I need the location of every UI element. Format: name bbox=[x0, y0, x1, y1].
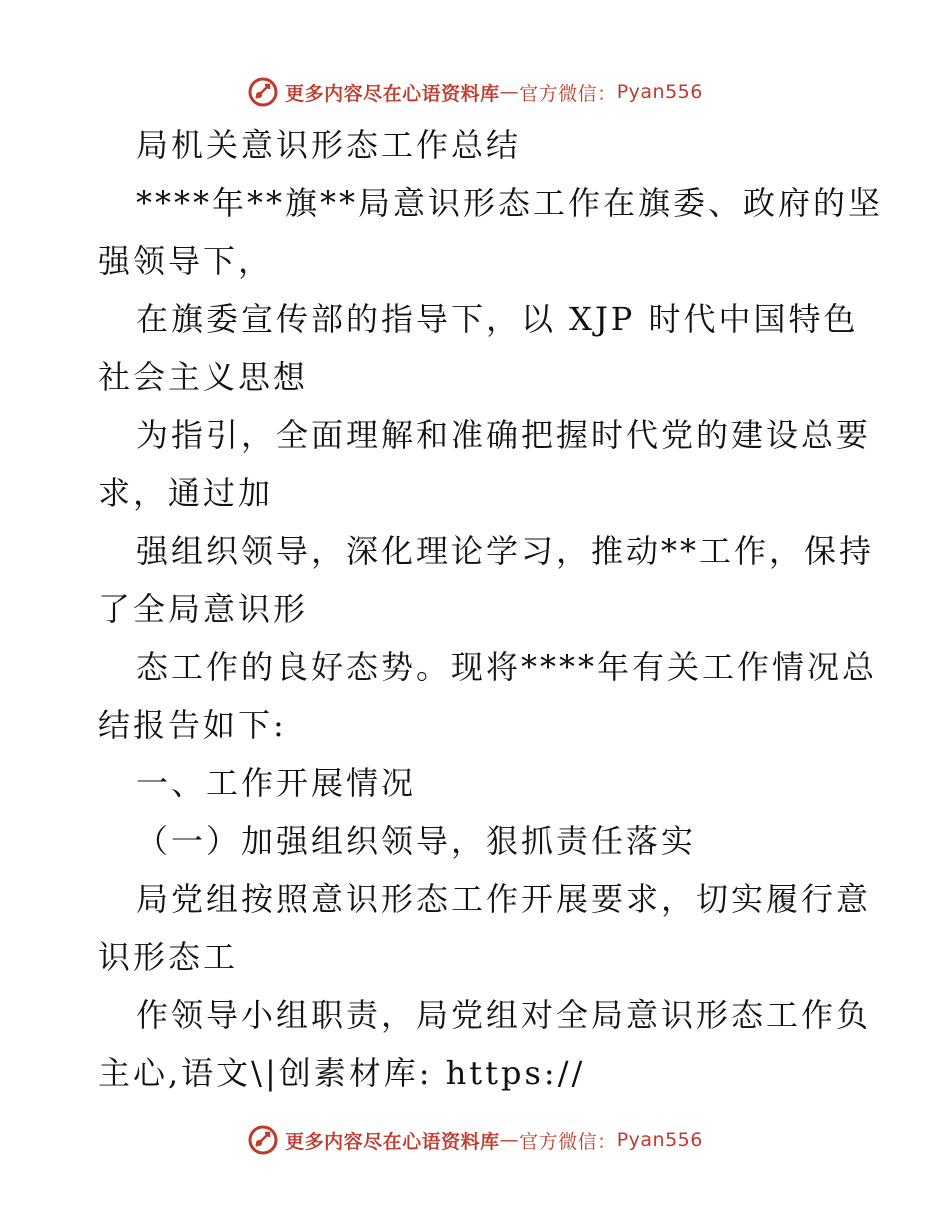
header-watermark-banner bbox=[0, 72, 950, 112]
paragraph-line: 求，通过加 bbox=[98, 474, 274, 512]
footer-watermark-banner bbox=[0, 1120, 950, 1160]
paragraph-line: 强领导下， bbox=[98, 242, 274, 280]
section-heading: 一、工作开展情况 bbox=[136, 764, 417, 802]
paragraph-line: 局党组按照意识形态工作开展要求，切实履行意 bbox=[136, 880, 872, 918]
banner-wechat-id: Pyan556 bbox=[616, 81, 703, 103]
brand-logo-icon bbox=[247, 76, 279, 108]
paragraph-line: 为指引，全面理解和准确把握时代党的建设总要 bbox=[136, 416, 872, 454]
paragraph-line: 在旗委宣传部的指导下，以 XJP 时代中国特色 bbox=[136, 300, 859, 338]
paragraph-line: 态工作的良好态势。现将****年有关工作情况总 bbox=[136, 648, 878, 686]
paragraph-line: 主心,语文\|创素材库: https:// bbox=[98, 1054, 586, 1092]
document-title: 局机关意识形态工作总结 bbox=[136, 126, 522, 164]
paragraph-line: 结报告如下: bbox=[98, 706, 287, 744]
document-body bbox=[98, 116, 884, 1102]
brand-logo-icon bbox=[247, 1124, 279, 1156]
banner-wechat-id: Pyan556 bbox=[616, 1129, 703, 1151]
paragraph-line: 作领导小组职责，局党组对全局意识形态工作负 bbox=[136, 996, 872, 1034]
banner-brand-text: 更多内容尽在心语资料库 bbox=[285, 82, 500, 105]
subsection-heading: （一）加强组织领导，狠抓责任落实 bbox=[136, 822, 697, 860]
banner-dash: — bbox=[499, 81, 520, 103]
paragraph-line: ****年**旗**局意识形态工作在旗委、政府的坚 bbox=[136, 184, 884, 222]
paragraph-line: 社会主义思想 bbox=[98, 358, 309, 396]
banner-brand-text: 更多内容尽在心语资料库 bbox=[285, 1130, 500, 1153]
paragraph-line: 了全局意识形 bbox=[98, 590, 309, 628]
banner-official-label: 官方微信： bbox=[519, 1130, 617, 1153]
paragraph-line: 强组织领导，深化理论学习，推动**工作，保持 bbox=[136, 532, 875, 570]
banner-dash: — bbox=[499, 1129, 520, 1151]
banner-official-label: 官方微信： bbox=[519, 82, 617, 105]
paragraph-line: 识形态工 bbox=[98, 938, 239, 976]
